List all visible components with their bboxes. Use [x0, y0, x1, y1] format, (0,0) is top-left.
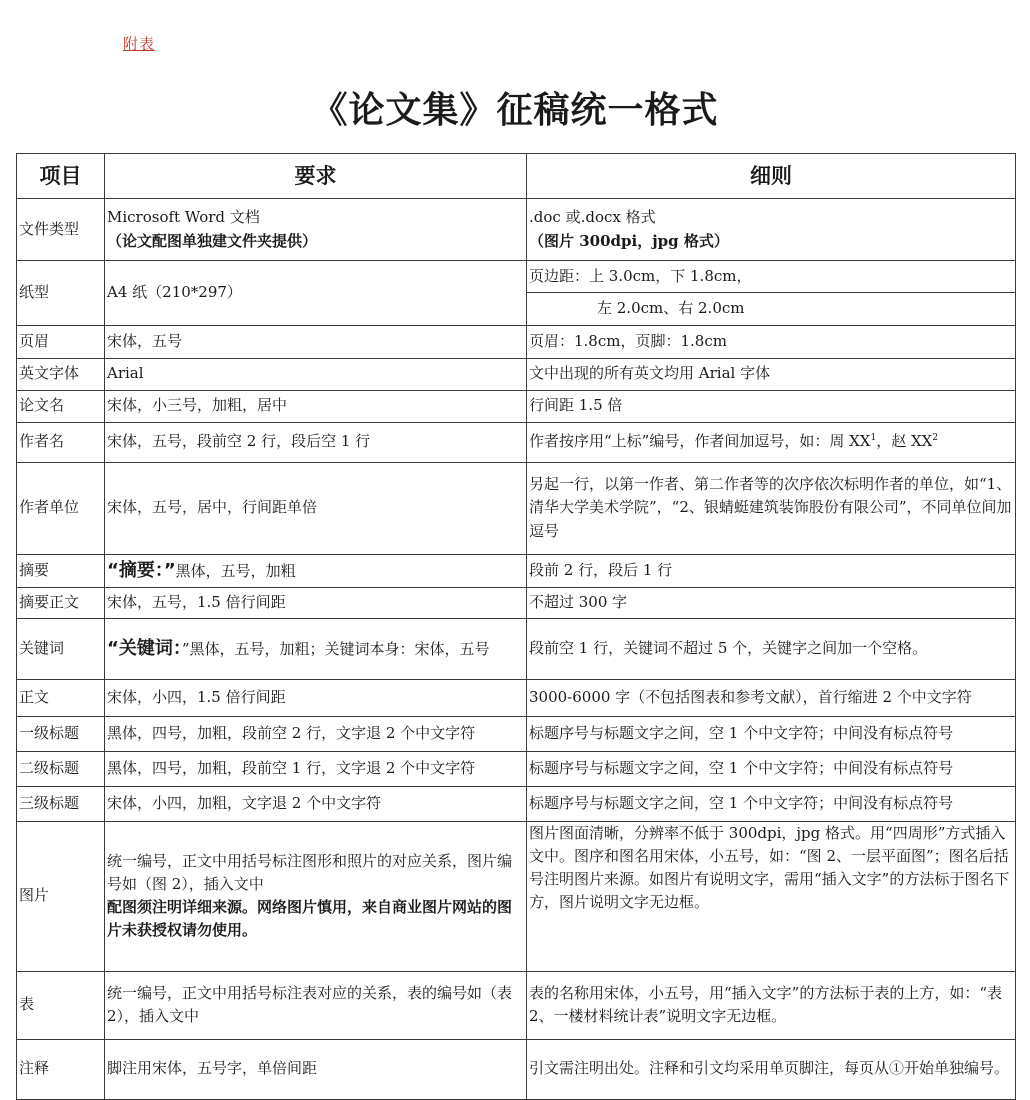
- row-item-label: 一级标题: [17, 716, 105, 751]
- detail-line: （图片 300dpi，jpg 格式）: [529, 231, 729, 250]
- row-requirement: 黑体，四号，加粗，段前空 2 行，文字退 2 个中文字符: [105, 716, 527, 751]
- row-item-label: 三级标题: [17, 786, 105, 821]
- superscript: 2: [932, 433, 939, 444]
- requirement-text: 统一编号，正文中用括号标注图形和照片的对应关系，图片编号如（图 2），插入文中: [107, 851, 513, 893]
- row-requirement: 宋体，五号，居中，行间距单倍: [105, 462, 527, 554]
- superscript: 1: [870, 433, 877, 444]
- row-item-label: 文件类型: [17, 199, 105, 261]
- row-requirement: Arial: [105, 358, 527, 390]
- table-row: [17, 1039, 1016, 1099]
- table-row: [17, 587, 1016, 618]
- row-requirement: 宋体，小四，1.5 倍行间距: [105, 679, 527, 716]
- row-detail: [527, 422, 1016, 462]
- row-item-label: 图片: [17, 821, 105, 971]
- row-detail: 标题序号与标题文字之间，空 1 个中文字符；中间没有标点符号: [527, 716, 1016, 751]
- requirement-text: 黑体，五号，加粗: [175, 561, 296, 580]
- requirement-line: Microsoft Word 文档: [107, 208, 260, 227]
- detail-line: 左 2.0cm、右 2.0cm: [597, 299, 745, 318]
- row-detail: 段前 2 行，段后 1 行: [527, 554, 1016, 587]
- bold-label: “关键词：: [107, 637, 182, 659]
- row-requirement: [105, 199, 527, 261]
- table-row: [17, 462, 1016, 554]
- table-row: [17, 618, 1016, 679]
- detail-text: 作者按序用“上标”编号，作者间加逗号，如：周 XX: [529, 432, 871, 451]
- header-detail: 细则: [527, 154, 1016, 199]
- format-spec-table: [16, 153, 1016, 1100]
- table-row: [17, 751, 1016, 786]
- row-requirement: [105, 618, 527, 679]
- row-item-label: 正文: [17, 679, 105, 716]
- row-detail: 3000-6000 字（不包括图表和参考文献），首行缩进 2 个中文字符: [527, 679, 1016, 716]
- table-row: [17, 679, 1016, 716]
- row-detail: 段前空 1 行，关键词不超过 5 个，关键字之间加一个空格。: [527, 618, 1016, 679]
- row-detail: 标题序号与标题文字之间，空 1 个中文字符；中间没有标点符号: [527, 751, 1016, 786]
- row-item-label: 作者名: [17, 422, 105, 462]
- detail-line: 页边距：上 3.0cm，下 1.8cm，: [527, 261, 1015, 293]
- row-item-label: 关键词: [17, 618, 105, 679]
- row-item-label: 纸型: [17, 261, 105, 326]
- table-row: [17, 358, 1016, 390]
- row-requirement: 宋体，五号: [105, 325, 527, 358]
- header-item: 项目: [17, 154, 105, 199]
- requirement-bold-note: 配图须注明详细来源。网络图片慎用，来自商业图片网站的图片未获授权请勿使用。: [107, 898, 513, 940]
- requirement-text: ”黑体，五号，加粗；关键词本身：宋体，五号: [181, 639, 490, 658]
- row-detail: 标题序号与标题文字之间，空 1 个中文字符；中间没有标点符号: [527, 786, 1016, 821]
- row-requirement: 宋体，五号，1.5 倍行间距: [105, 587, 527, 618]
- table-row: [17, 786, 1016, 821]
- bold-label: “摘要：”: [107, 559, 176, 581]
- row-requirement: A4 纸（210*297）: [105, 261, 527, 326]
- table-row: [17, 716, 1016, 751]
- row-item-label: 摘要: [17, 554, 105, 587]
- table-row: [17, 325, 1016, 358]
- row-requirement: 黑体，四号，加粗，段前空 1 行，文字退 2 个中文字符: [105, 751, 527, 786]
- appendix-label: 附表: [123, 35, 156, 53]
- row-detail: [527, 261, 1016, 326]
- detail-line: .doc 或.docx 格式: [529, 208, 656, 227]
- row-item-label: 注释: [17, 1039, 105, 1099]
- table-row: [17, 554, 1016, 587]
- row-item-label: 作者单位: [17, 462, 105, 554]
- row-requirement: 统一编号，正文中用括号标注表对应的关系，表的编号如（表 2），插入文中: [105, 971, 527, 1039]
- header-requirement: 要求: [105, 154, 527, 199]
- row-requirement: [105, 821, 527, 971]
- row-item-label: 英文字体: [17, 358, 105, 390]
- row-detail: [527, 199, 1016, 261]
- table-row: [17, 261, 1016, 326]
- row-detail: 行间距 1.5 倍: [527, 390, 1016, 422]
- row-item-label: 摘要正文: [17, 587, 105, 618]
- detail-text: ，赵 XX: [876, 432, 933, 451]
- row-detail: 表的名称用宋体，小五号，用“插入文字”的方法标于表的上方，如：“表 2、一楼材料统计表”说明文字无边框。: [527, 971, 1016, 1039]
- row-detail: 图片图面清晰，分辨率不低于 300dpi，jpg 格式。用“四周形”方式插入文中。图序和图名用宋体，小五号，如：“图 2、一层平面图”；图名后括号注明图片来源。如图片有说明文字，需用“插入文字”的方法标于图名下方，图片说明文字无边框。: [527, 821, 1016, 971]
- row-item-label: 表: [17, 971, 105, 1039]
- table-row: [17, 199, 1016, 261]
- row-requirement: 宋体，小四，加粗，文字退 2 个中文字符: [105, 786, 527, 821]
- table-row: [17, 422, 1016, 462]
- table-header-row: [17, 154, 1016, 199]
- row-requirement: [105, 554, 527, 587]
- table-row: [17, 971, 1016, 1039]
- row-item-label: 二级标题: [17, 751, 105, 786]
- row-detail: 另起一行，以第一作者、第二作者等的次序依次标明作者的单位，如“1、清华大学美术学院”，“2、银蜻蜓建筑装饰股份有限公司”，不同单位间加逗号: [527, 462, 1016, 554]
- row-requirement: 脚注用宋体，五号字，单倍间距: [105, 1039, 527, 1099]
- table-row: [17, 821, 1016, 971]
- requirement-line: （论文配图单独建文件夹提供）: [107, 231, 318, 250]
- row-requirement: 宋体，小三号，加粗，居中: [105, 390, 527, 422]
- row-detail: 页眉：1.8cm，页脚：1.8cm: [527, 325, 1016, 358]
- row-item-label: 页眉: [17, 325, 105, 358]
- row-detail: 文中出现的所有英文均用 Arial 字体: [527, 358, 1016, 390]
- page-title: 《论文集》征稿统一格式: [311, 89, 719, 131]
- table-row: [17, 390, 1016, 422]
- row-item-label: 论文名: [17, 390, 105, 422]
- row-detail: 引文需注明出处。注释和引文均采用单页脚注，每页从①开始单独编号。: [527, 1039, 1016, 1099]
- row-detail: 不超过 300 字: [527, 587, 1016, 618]
- row-requirement: 宋体，五号，段前空 2 行，段后空 1 行: [105, 422, 527, 462]
